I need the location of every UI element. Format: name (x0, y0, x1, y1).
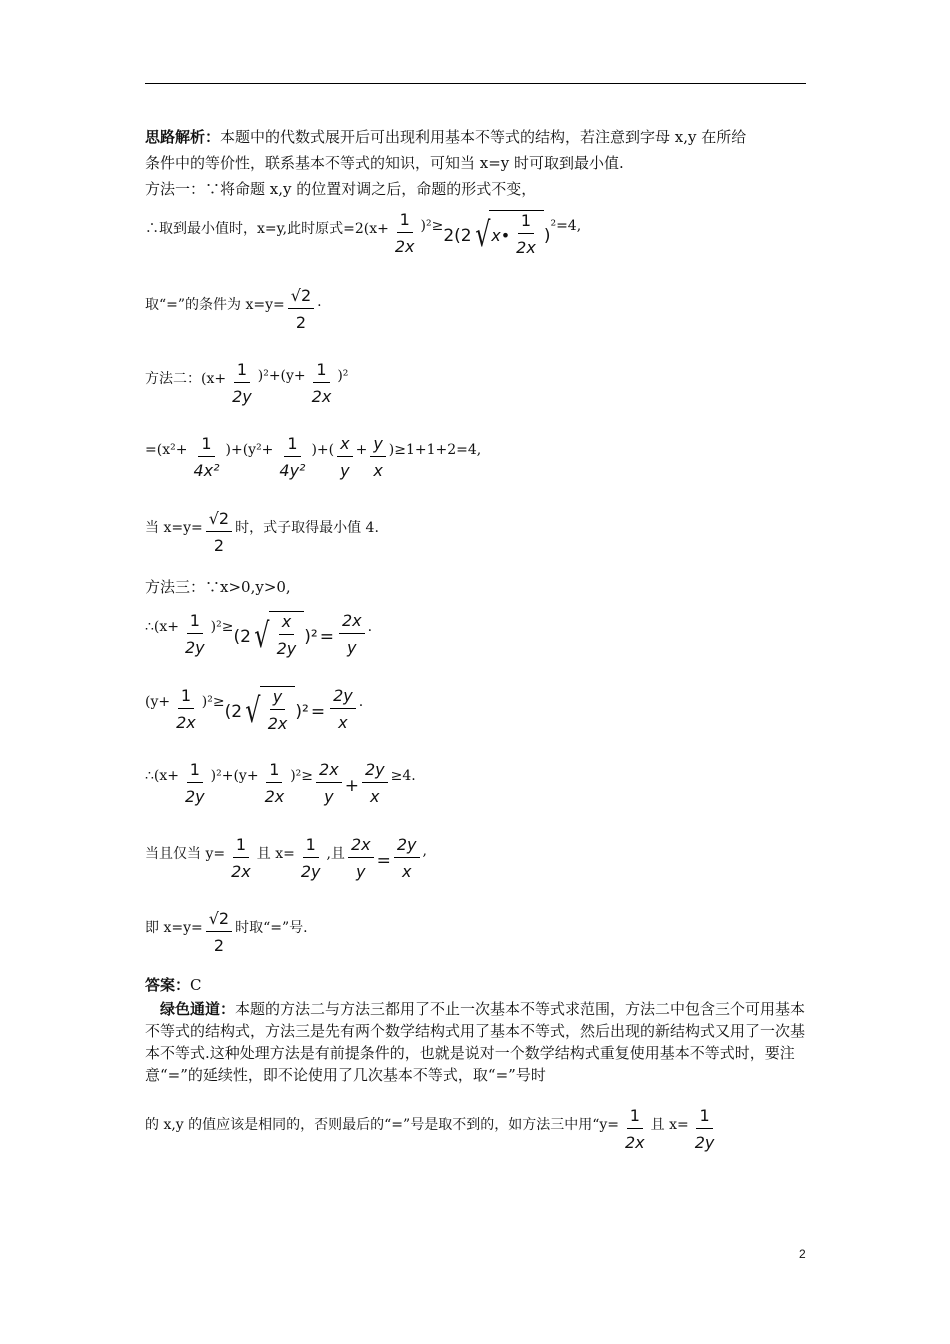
denominator: 2x (311, 387, 332, 406)
numerator: 2x (348, 835, 374, 858)
denominator: 2x (231, 862, 251, 881)
fraction (276, 434, 308, 482)
numerator: 1 (397, 210, 413, 233)
method2-line-2 (145, 434, 481, 484)
text-segment: ∴(x+ (145, 768, 179, 784)
numerator: 1 (233, 835, 249, 858)
text-segment: =(x²+ (145, 442, 188, 458)
fraction (392, 210, 418, 258)
fraction (173, 686, 199, 734)
text-segment: 当 x=y= (145, 520, 203, 536)
denominator: 2y (185, 638, 205, 657)
text-segment: 时，式子取得最小值 4. (235, 520, 379, 536)
method1-intro: 方法一：∵将命题 x,y 的位置对调之后，命题的形式不变， (145, 180, 537, 198)
method2-line-3 (145, 509, 379, 559)
header-rule (145, 83, 806, 84)
denominator: 2x (264, 787, 285, 806)
denominator: y (347, 638, 357, 657)
green-channel-last-line (145, 1106, 720, 1156)
denominator: 2y (300, 862, 321, 881)
fraction (229, 360, 255, 408)
text-segment: )² (304, 627, 318, 647)
analysis-text-1: 本题中的代数式展开后可出现利用基本不等式的结构，若注意到字母 x,y 在所给 (220, 128, 747, 146)
sqrt-value: 2 (218, 509, 230, 528)
fraction (692, 1106, 718, 1154)
denominator: 2x (625, 1133, 645, 1152)
denominator: 4x² (193, 461, 220, 480)
numerator: 1 (303, 835, 319, 858)
analysis-line-2: 条件中的等价性，联系基本不等式的知识，可知当 x=y 时可取到最小值. (145, 154, 624, 172)
text-segment: 方法二：(x+ (145, 371, 227, 387)
fraction (316, 760, 342, 808)
numerator: 1 (518, 211, 534, 234)
text-segment: )² (295, 702, 309, 722)
green-channel-paragraph (145, 998, 806, 1086)
text-segment: 即 x=y= (145, 920, 203, 936)
denominator: 4y² (279, 461, 306, 480)
text-segment: ∴取到最小值时，x=y,此时原式=2(x+ (145, 221, 389, 237)
denominator: 2x (176, 713, 196, 732)
fraction (265, 687, 291, 735)
fraction (348, 835, 374, 883)
numerator: √2 (288, 286, 314, 309)
numerator: 2x (339, 611, 365, 634)
numerator: 1 (313, 360, 329, 383)
text-segment: . (317, 294, 322, 310)
numerator: 1 (198, 434, 214, 457)
text-segment: 时取“=”号. (235, 920, 308, 936)
fraction (206, 909, 232, 957)
radical-sign: √ (254, 615, 270, 656)
text-segment: . (358, 694, 364, 710)
text-segment: . (367, 619, 373, 635)
text-segment: )+(y²+ (225, 442, 274, 458)
text-segment: 且 x= (650, 1117, 689, 1133)
answer-label: 答案： (145, 976, 191, 994)
numerator: 1 (187, 760, 203, 783)
text-segment: 且 x= (256, 846, 295, 862)
numerator: 1 (178, 686, 194, 709)
sqrt-value: 2 (300, 286, 312, 305)
text-segment: , (422, 843, 427, 859)
text-segment: (2 (224, 702, 243, 722)
text-segment: )² (337, 368, 349, 384)
numerator: y (270, 687, 285, 710)
denominator: y (324, 787, 334, 806)
method1-line-2 (145, 286, 322, 336)
numerator: 2y (394, 835, 420, 858)
fraction (622, 1106, 648, 1154)
radical-sign: √ (245, 690, 261, 731)
method3-line-3 (145, 760, 416, 810)
method3-line-5 (145, 909, 308, 959)
numerator: 1 (696, 1106, 712, 1129)
denominator: x (373, 461, 383, 480)
method3-line-4 (145, 835, 427, 885)
text-segment: (2 (233, 627, 251, 647)
denominator: x (338, 713, 348, 732)
numerator: y (370, 434, 385, 457)
denominator: 2 (213, 936, 224, 955)
radicand (489, 210, 544, 259)
numerator: 1 (266, 760, 282, 783)
text-segment: (y+ (145, 694, 171, 710)
fraction (513, 211, 539, 259)
text-segment: ∴(x+ (145, 619, 179, 635)
text-segment: )²+(y+ (257, 368, 306, 384)
sqrt-expression (251, 611, 304, 660)
text-segment: 取“=”的条件为 x=y= (145, 297, 285, 313)
text-segment: )≥1+1+2=4, (388, 442, 482, 458)
numerator: 2y (330, 686, 356, 709)
text-segment: )²≥ (201, 694, 225, 710)
text-segment: + (344, 776, 359, 796)
numerator: √2 (206, 509, 232, 532)
text-segment: ²=4, (550, 218, 582, 234)
method1-line-1 (145, 210, 581, 260)
radicand-term: x• (491, 225, 511, 245)
fraction (228, 835, 254, 883)
denominator: 2x (394, 237, 415, 256)
answer-line (145, 975, 202, 995)
denominator: x (401, 862, 412, 881)
text-segment: )+( (311, 442, 335, 458)
fraction (274, 612, 300, 660)
text-segment: = (376, 851, 391, 871)
denominator: 2y (694, 1133, 715, 1152)
text-segment: )²+(y+ (210, 768, 259, 784)
fraction (206, 509, 232, 557)
radicand (260, 686, 296, 735)
denominator: 2y (232, 387, 252, 406)
denominator: y (356, 862, 366, 881)
numerator: 1 (284, 434, 300, 457)
text-segment: )²≥ (210, 619, 234, 635)
denominator: 2 (295, 313, 307, 332)
text-segment: 2(2 (443, 226, 472, 246)
fraction (362, 760, 388, 808)
method2-line-1 (145, 360, 348, 410)
fraction (190, 434, 222, 482)
fraction (394, 835, 420, 883)
text-segment: + (355, 442, 368, 458)
page-number: 2 (799, 1247, 806, 1261)
fraction (370, 434, 385, 482)
numerator: x (279, 612, 294, 635)
green-channel-label: 绿色通道： (160, 1000, 236, 1018)
numerator: 2y (362, 760, 388, 783)
radical-sign: √ (474, 214, 491, 255)
method3-intro: 方法三：∵x>0,y>0, (145, 578, 291, 596)
fraction (182, 760, 208, 808)
fraction (337, 434, 352, 482)
text-segment: )²≥ (420, 218, 444, 234)
text-segment: = (319, 627, 334, 647)
numerator: 1 (234, 360, 250, 383)
sqrt-expression (472, 210, 544, 259)
fraction (330, 686, 356, 734)
fraction (298, 835, 324, 883)
numerator: 1 (187, 611, 203, 634)
text-segment: 的 x,y 的值应该是相同的，否则最后的“=”号是取不到的，如方法三中用“y= (145, 1117, 619, 1133)
fraction (309, 360, 335, 408)
text-segment: = (310, 702, 326, 722)
sqrt-value: 2 (218, 909, 230, 928)
denominator: y (340, 461, 350, 480)
analysis-line-1 (145, 127, 746, 147)
denominator: 2x (267, 714, 288, 733)
green-channel-text: 本题的方法二与方法三都用了不止一次基本不等式求范围，方法二中包含三个可用基本不等式的结构式，方法三是先有两个数学结构式用了基本不等式，然后出现的新结构式又用了一次基本不等式.这种处理方法是有前提条件的，也就是说对一个数学结构式重复使用基本不等式时，要注意“=”的延续性，即不论使用了几次基本不等式，取“=”号时 (145, 1000, 806, 1084)
analysis-label: 思路解析： (145, 128, 221, 146)
text-segment: ,且 (326, 846, 345, 862)
numerator: x (337, 434, 352, 457)
text-segment: 当且仅当 y= (145, 846, 226, 862)
numerator: 2x (316, 760, 342, 783)
text-segment: )²≥ (290, 768, 314, 784)
text-segment: ) (543, 226, 551, 246)
text-segment: ≥4. (390, 768, 416, 784)
answer-value: C (190, 976, 202, 994)
method3-line-2 (145, 686, 363, 736)
fraction (288, 286, 314, 334)
denominator: x (370, 787, 380, 806)
sqrt-expression (242, 686, 295, 735)
denominator: 2y (185, 787, 205, 806)
numerator: √2 (206, 909, 232, 932)
denominator: 2 (213, 536, 224, 555)
fraction (182, 611, 208, 659)
method3-line-1 (145, 611, 372, 661)
denominator: 2y (276, 639, 297, 658)
radicand (269, 611, 305, 660)
denominator: 2x (516, 238, 536, 257)
numerator: 1 (627, 1106, 643, 1129)
fraction (339, 611, 365, 659)
fraction (262, 760, 288, 808)
